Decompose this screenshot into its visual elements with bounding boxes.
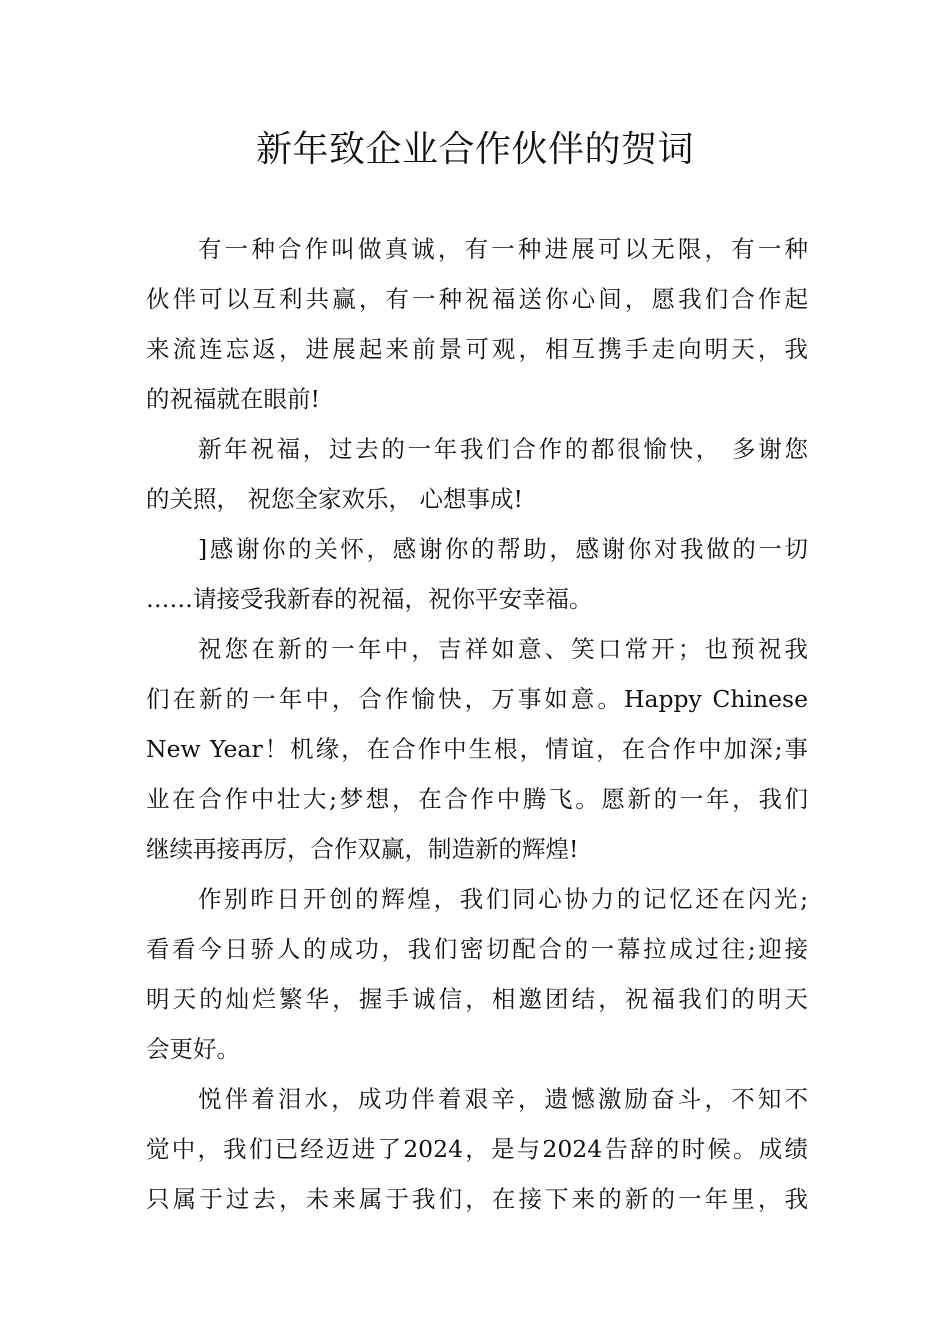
text-line: 悦伴着泪水，成功伴着艰辛，遗憾激励奋斗，不知不 [198,1085,808,1113]
text-line: 看看今日骄人的成功，我们密切配合的一幕拉成过往;迎接 [146,935,808,963]
text-line: 业在合作中壮大;梦想，在合作中腾飞。愿新的一年，我们 [146,785,808,813]
text-line: 继续再接再厉，合作双赢，制造新的辉煌! [146,835,579,863]
paragraph-4 [146,624,808,874]
text-line: 来流连忘返，进展起来前景可观，相互携手走向明天，我 [146,335,808,363]
paragraph-2 [146,424,808,524]
text-line: 只属于过去，未来属于我们，在接下来的新的一年里，我 [146,1185,808,1213]
text-line: 伙伴可以互利共赢，有一种祝福送你心间，愿我们合作起 [146,285,808,313]
text-line: 明天的灿烂繁华，握手诚信，相邀团结，祝福我们的明天 [146,985,808,1013]
paragraph-5 [146,874,808,1074]
text-line: 新年祝福，过去的一年我们合作的都很愉快， 多谢您 [198,435,808,463]
text-line: 会更好。 [146,1035,240,1063]
document-title: 新年致企业合作伙伴的贺词 [255,129,694,170]
text-line: ……请接受我新春的祝福，祝你平安幸福。 [146,585,593,613]
text-line: 的祝福就在眼前! [146,385,320,413]
paragraph-6 [146,1074,808,1224]
text-line: 有一种合作叫做真诚，有一种进展可以无限，有一种 [198,235,808,263]
text-line: 的关照， 祝您全家欢乐， 心想事成! [146,485,523,513]
text-line: New Year！机缘，在合作中生根，情谊，在合作中加深;事 [146,735,808,763]
paragraph-1 [146,224,808,424]
text-line: 作别昨日开创的辉煌，我们同心协力的记忆还在闪光; [198,885,808,913]
document-body [146,224,808,1224]
text-line: 觉中，我们已经迈进了2024，是与2024告辞的时候。成绩 [146,1135,808,1163]
text-line: ]感谢你的关怀，感谢你的帮助，感谢你对我做的一切 [198,535,808,563]
text-line: 祝您在新的一年中，吉祥如意、笑口常开；也预祝我 [198,635,808,663]
text-line: 们在新的一年中，合作愉快，万事如意。Happy Chinese [146,685,808,713]
paragraph-3 [146,524,808,624]
